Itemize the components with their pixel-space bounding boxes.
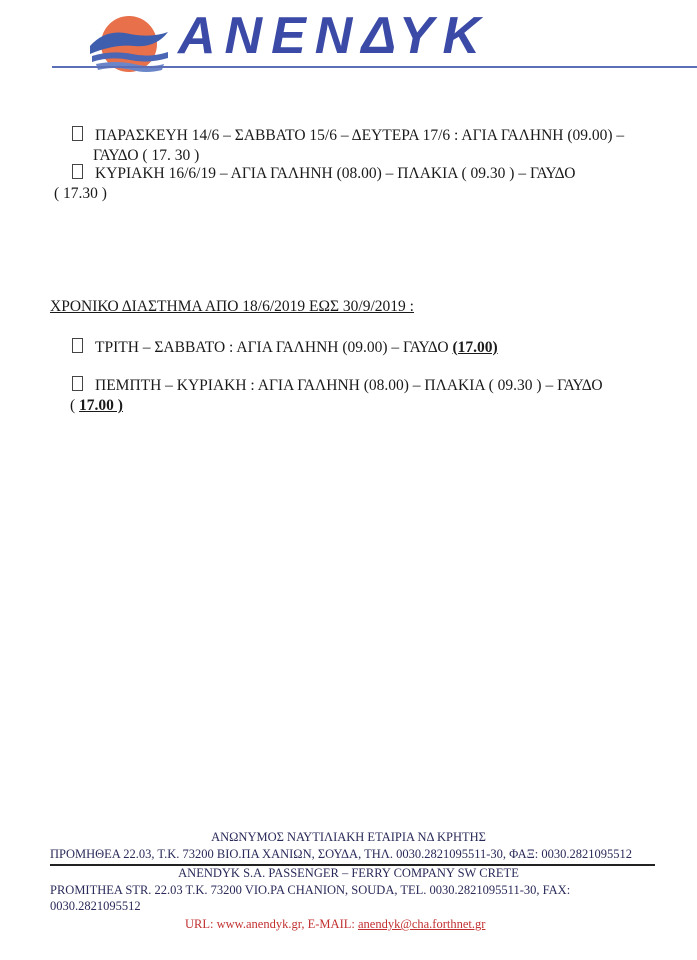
footer-url-line	[185, 917, 485, 932]
footer-company-greek: ΑΝΩΝΥΜΟΣ ΝΑΥΤΙΛΙΑΚΗ ΕΤΑΙΡΙΑ ΝΔ ΚΡΗΤΗΣ	[211, 830, 486, 844]
footer-email-link[interactable]: anendyk@cha.forthnet.gr	[357, 917, 486, 931]
footer-address-greek: ΠΡΟΜΗΘΕΑ 22.03, Τ.Κ. 73200 ΒΙΟ.ΠΑ ΧΑΝΙΩΝ, ΣΟΥΔΑ, ΤΗΛ. 0030.2821095511-30, ΦΑΞ: 0030.2821095512	[50, 847, 632, 861]
bullet-box-icon	[72, 338, 83, 353]
schedule-item-2-cont	[54, 184, 107, 204]
schedule-item-2-line1: ΚΥΡΙΑΚΗ 16/6/19 – ΑΓΙΑ ΓΑΛΗΝΗ (08.00) – ΠΛΑΚΙΑ ( 09.30 ) – ΓΑΥΔΟ	[95, 165, 576, 182]
period-item-1	[72, 338, 498, 358]
period-item-2	[72, 376, 603, 396]
footer-company-english: ANENDYK S.A. PASSENGER – FERRY COMPANY SW CRETE	[178, 866, 519, 880]
bullet-box-icon	[72, 126, 83, 141]
bullet-box-icon	[72, 164, 83, 179]
schedule-item-2	[72, 164, 576, 184]
period-heading: ΧΡΟΝΙΚΟ ΔΙΑΣΤΗΜΑ ΑΠΟ 18/6/2019 ΕΩΣ 30/9/2019 :	[50, 298, 414, 315]
schedule-item-1-line2: ΓΑΥΔΟ ( 17. 30 )	[93, 147, 200, 164]
period-item-2-cont	[70, 396, 123, 416]
footer-url-label: URL: www.anendyk.gr, E-MAIL:	[185, 917, 358, 931]
period-item-2-open: (	[70, 397, 80, 414]
bullet-box-icon	[72, 376, 83, 391]
period-item-1-time: (17.00)	[452, 339, 498, 356]
schedule-item-1-line1: ΠΑΡΑΣΚΕΥΗ 14/6 – ΣΑΒΒΑΤΟ 15/6 – ΔΕΥΤΕΡΑ 17/6 : ΑΓΙΑ ΓΑΛΗΝΗ (09.00) –	[95, 127, 625, 144]
schedule-item-1-cont	[93, 146, 199, 166]
footer-address-english-2: 0030.2821095512	[50, 899, 141, 913]
footer-address-english-1: PROMITHEA STR. 22.03 T.K. 73200 VIO.PA CHANION, SOUDA, TEL. 0030.2821095511-30, FAX:	[50, 883, 571, 897]
brand-wordmark: ΑΝΕΝΔΥΚ	[178, 7, 490, 65]
period-item-2-time: 17.00 )	[79, 397, 123, 414]
schedule-item-1	[72, 126, 624, 146]
period-item-2-line1: ΠΕΜΠΤΗ – ΚΥΡΙΑΚΗ : ΑΓΙΑ ΓΑΛΗΝΗ (08.00) – ΠΛΑΚΙΑ ( 09.30 ) – ΓΑΥΔΟ	[95, 377, 603, 394]
letterhead-header	[0, 0, 697, 80]
header-divider	[52, 66, 697, 68]
schedule-item-2-line2: ( 17.30 )	[54, 185, 107, 202]
period-item-1-text: ΤΡΙΤΗ – ΣΑΒΒΑΤΟ : ΑΓΙΑ ΓΑΛΗΝΗ (09.00) – ΓΑΥΔΟ	[95, 339, 453, 356]
